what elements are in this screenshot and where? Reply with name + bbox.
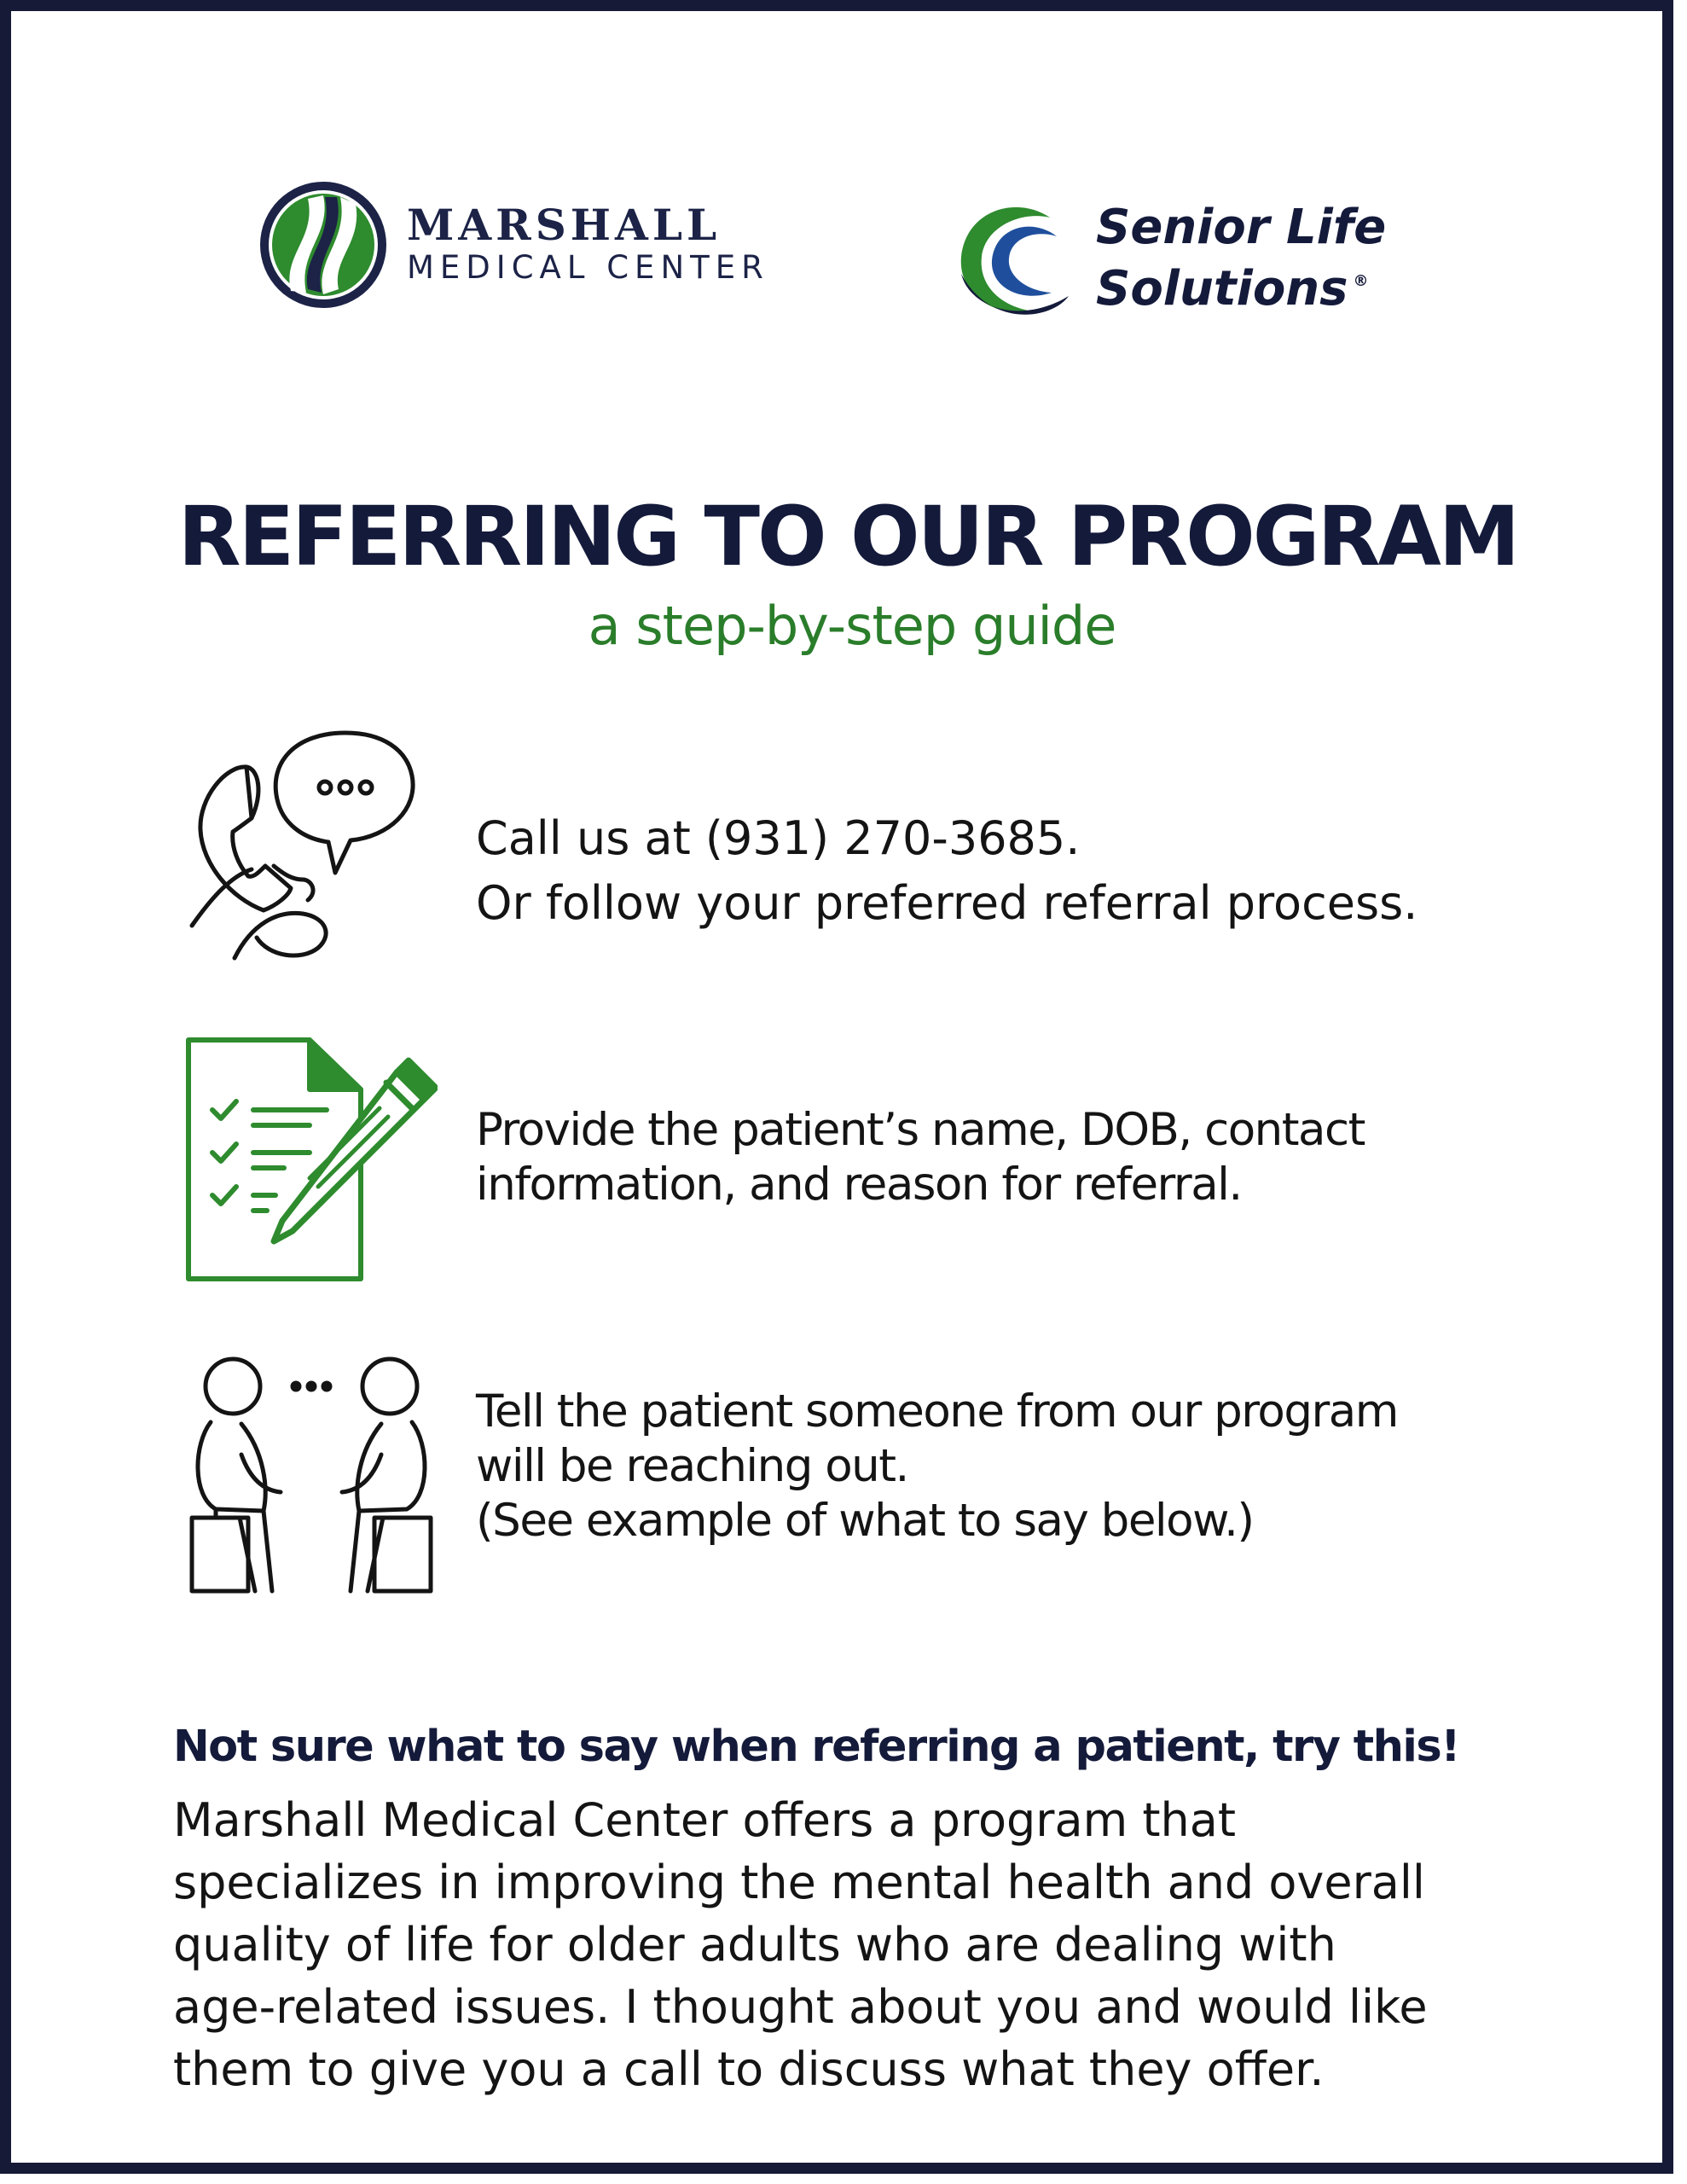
- step-3-text: [476, 1385, 1398, 1548]
- checklist-pen-icon: [182, 1031, 438, 1287]
- marshall-logo-subtitle: MEDICAL CENTER: [407, 249, 769, 286]
- step-3-line-3: (See example of what to say below.): [476, 1495, 1254, 1547]
- script-line-5: them to give you a call to discuss what they offer.: [173, 2042, 1325, 2096]
- page-title: REFERRING TO OUR PROGRAM: [177, 489, 1518, 584]
- senior-life-logo-line1: Senior Life: [1096, 200, 1387, 255]
- senior-life-swirl-icon: [949, 192, 1077, 320]
- senior-life-solutions-logo: [949, 189, 1393, 325]
- marshall-emblem-icon: [257, 178, 390, 311]
- step-2-text: [476, 1103, 1365, 1212]
- step-1-line-1: Call us at (931) 270-3685.: [476, 811, 1081, 865]
- senior-life-logo-line2: [1096, 261, 1369, 317]
- conversation-people-icon: [187, 1350, 443, 1598]
- script-line-4: age-related issues. I thought about you and would like: [173, 1980, 1428, 2034]
- registered-mark: ®: [1353, 272, 1369, 290]
- marshall-medical-center-logo: [257, 178, 871, 315]
- script-line-1: Marshall Medical Center offers a program that: [173, 1793, 1237, 1847]
- step-3-line-1: Tell the patient someone from our program: [476, 1385, 1398, 1438]
- marshall-logo-name: MARSHALL: [407, 200, 722, 250]
- page-subtitle: a step-by-step guide: [588, 595, 1116, 657]
- script-line-3: quality of life for older adults who are dealing with: [173, 1918, 1336, 1972]
- phone-chat-icon: [175, 721, 431, 968]
- senior-life-logo-line2-text: Solutions: [1096, 261, 1348, 317]
- script-heading: Not sure what to say when referring a patient, try this!: [173, 1722, 1459, 1772]
- step-1-text: [476, 806, 1417, 936]
- step-3-line-2: will be reaching out.: [476, 1440, 908, 1492]
- step-2-line-1: Provide the patient’s name, DOB, contact: [476, 1104, 1365, 1156]
- step-1-line-2: Or follow your preferred referral process.: [476, 876, 1418, 930]
- script-body: [173, 1789, 1428, 2100]
- script-line-2: specializes in improving the mental health and overall: [173, 1856, 1425, 1909]
- step-2-line-2: information, and reason for referral.: [476, 1159, 1242, 1211]
